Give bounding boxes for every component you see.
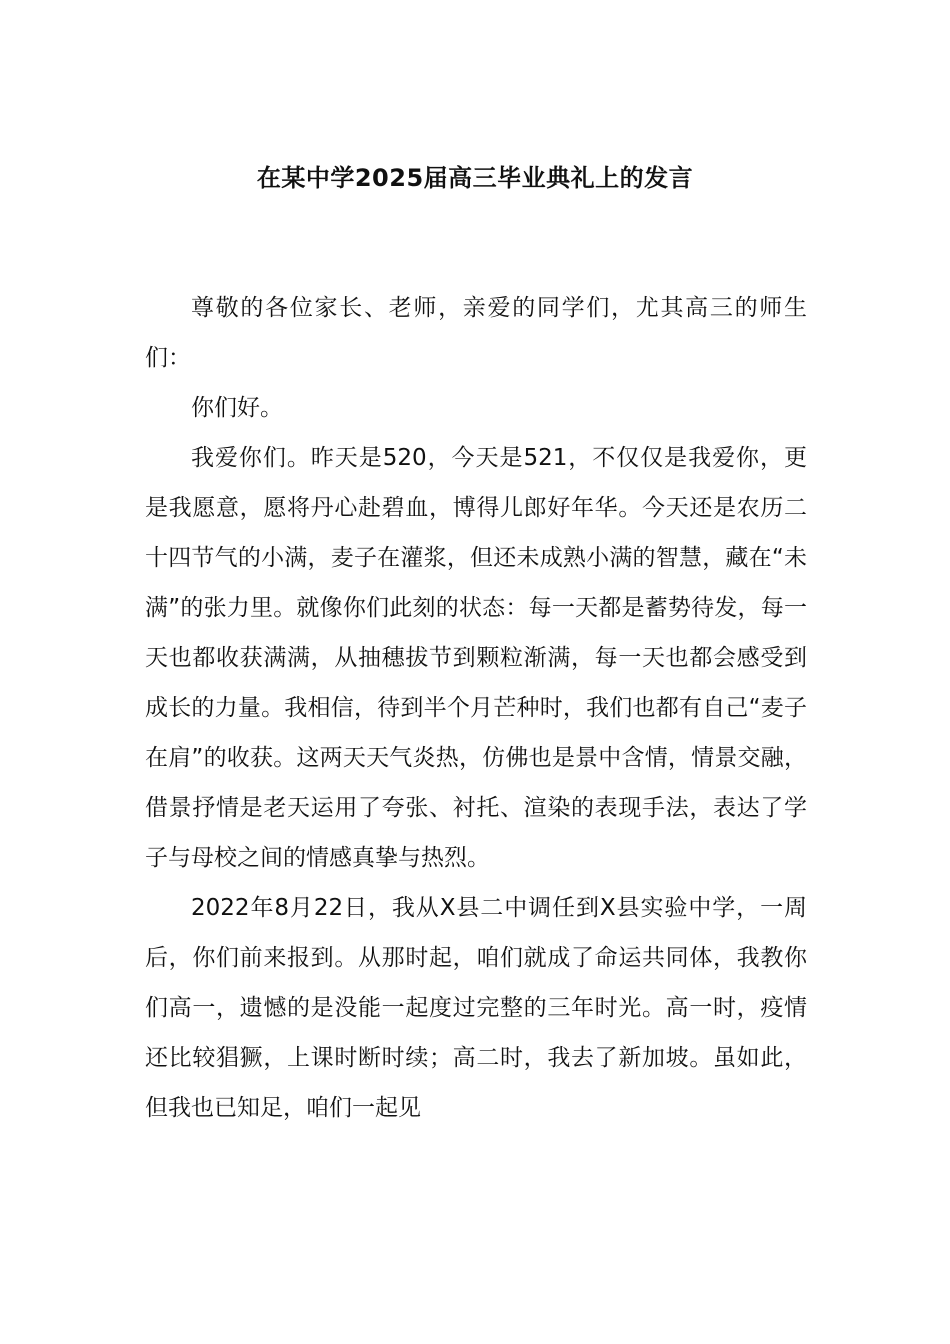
paragraph-history: 2022年8月22日，我从X县二中调任到X县实验中学，一周后，你们前来报到。从那时起，咱们就成了命运共同体，我教你们高一，遗憾的是没能一起度过完整的三年时光。高一时，疫情还比较猖獗，上课时断时续；高二时，我去了新加坡。虽如此，但我也已知足，咱们一起见	[145, 895, 807, 1121]
document-body	[145, 283, 807, 1133]
document-title: 在某中学2025届高三毕业典礼上的发言	[256, 164, 694, 192]
paragraph-love: 我爱你们。昨天是520，今天是521，不仅仅是我爱你，更是我愿意，愿将丹心赴碧血，博得儿郎好年华。今天还是农历二十四节气的小满，麦子在灌浆，但还未成熟小满的智慧，藏在“未满”的张力里。就像你们此刻的状态：每一天都是蓄势待发，每一天也都收获满满，从抽穗拔节到颗粒渐满，每一天也都会感受到成长的力量。我相信，待到半个月芒种时，我们也都有自己“麦子在肩”的收获。这两天天气炎热，仿佛也是景中含情，情景交融，借景抒情是老天运用了夸张、衬托、渲染的表现手法，表达了学子与母校之间的情感真挚与热烈。	[145, 445, 807, 871]
paragraph-greeting: 尊敬的各位家长、老师，亲爱的同学们，尤其高三的师生们：	[145, 295, 807, 371]
paragraph-hello: 你们好。	[191, 395, 283, 421]
